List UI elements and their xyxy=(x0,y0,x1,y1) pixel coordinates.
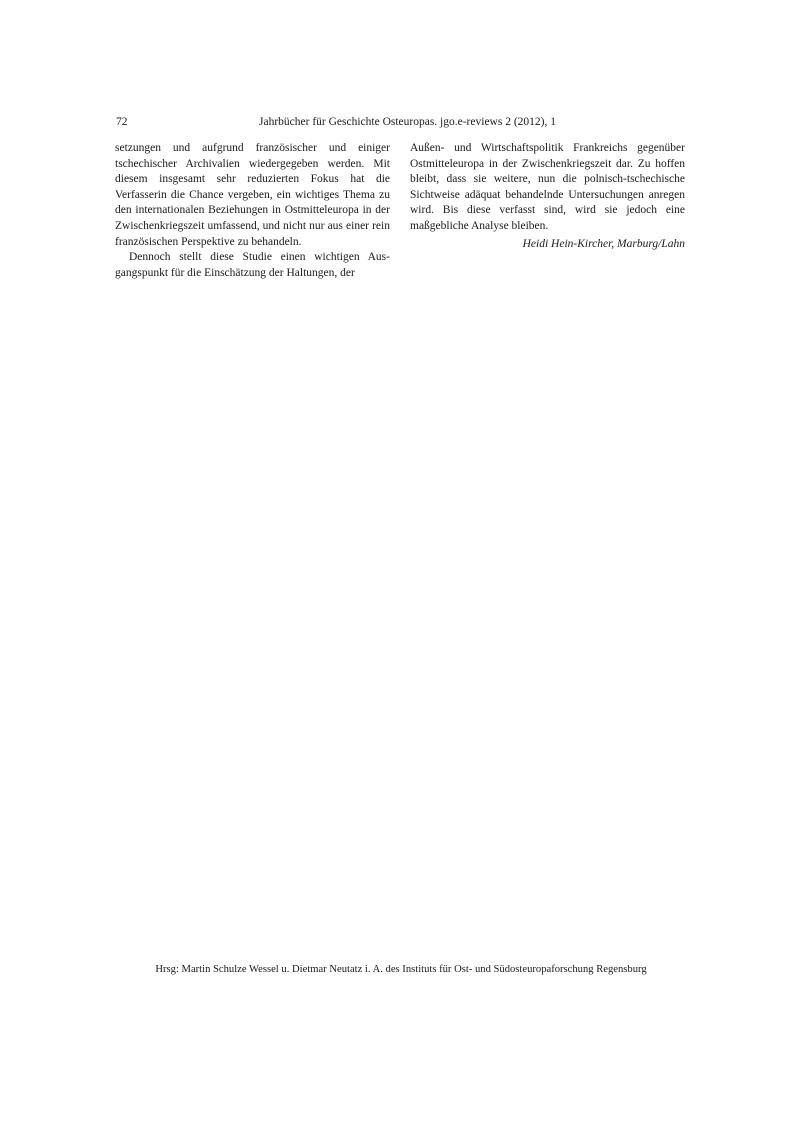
journal-title: Jahrbücher für Geschichte Osteuropas. jgo.e-reviews 2 (2012), 1 xyxy=(259,116,556,128)
right-paragraph-1: Außen- und Wirtschaftspolitik Frankreichs gegenüber Ostmitteleuropa in der Zwischenkriegszeit dar. Zu hoffen bleibt, dass sie weitere, nun die polnisch-tschechische Sichtweise adäquat behandelnde Untersuchungen anregen wird. Bis diese verfasst sind, wird sie jedoch eine maßgebliche Analyse bleiben. xyxy=(410,142,685,232)
review-signature: Heidi Hein-Kircher, Marburg/Lahn xyxy=(522,237,685,250)
left-paragraph-2: Dennoch stellt diese Studie einen wichtigen Ausgangspunkt für die Einschätzung der Haltungen, der xyxy=(115,251,390,279)
running-head xyxy=(114,114,686,130)
page-number: 72 xyxy=(116,116,128,128)
publisher-footer: Hrsg: Martin Schulze Wessel u. Dietmar Neutatz i. A. des Instituts für Ost- und Südosteuropaforschung Regensburg xyxy=(155,964,647,975)
left-column xyxy=(115,141,390,281)
left-paragraph-1: setzungen und aufgrund französischer und einiger tschechischer Archivalien wiedergegeben werden. Mit diesem insgesamt sehr reduzierten Fokus hat die Verfasserin die Chance vergeben, ein wichtiges Thema zu den internationalen Beziehungen in Ostmitteleuropa in der Zwischenkriegszeit umfassend, und nicht nur aus einer rein französischen Perspektive zu behandeln. xyxy=(115,142,390,248)
right-column xyxy=(410,141,685,252)
